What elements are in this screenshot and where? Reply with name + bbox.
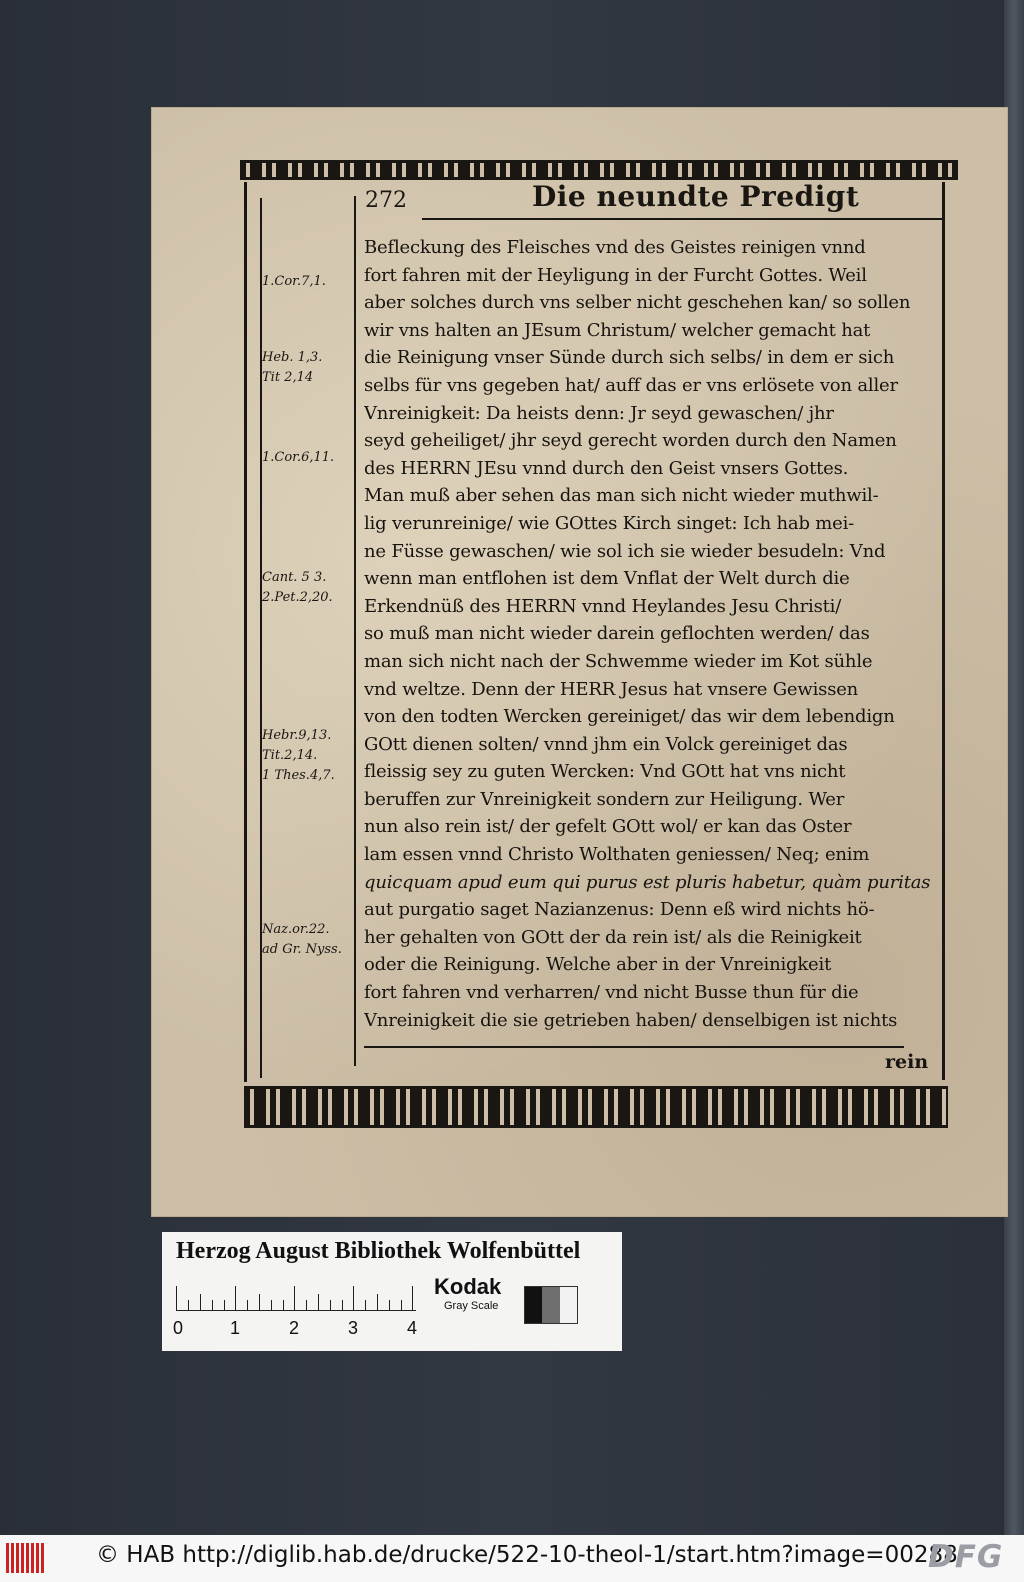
margin-note: Hebr.9,13. Tit.2,14. 1 Thes.4,7. bbox=[262, 728, 335, 783]
text-line: Erkendnüß des HERRN vnnd Heylandes Jesu Christi/ bbox=[364, 595, 842, 617]
text-line: ne Füsse gewaschen/ wie sol ich sie wieder besudeln: Vnd bbox=[364, 540, 886, 562]
text-line: lam essen vnnd Christo Wolthaten geniessen/ Neq; enim bbox=[364, 844, 870, 866]
running-head: Die neundte Predigt bbox=[532, 180, 860, 213]
swatch-black bbox=[525, 1287, 542, 1323]
ruler-number: 0 bbox=[173, 1318, 184, 1338]
text-line: quicquam apud eum qui purus est pluris habetur, quàm puritas bbox=[364, 871, 931, 893]
text-line: die Reinigung vnser Sünde durch sich selbs/ in dem er sich bbox=[364, 347, 895, 369]
gray-scale-label: Gray Scale bbox=[444, 1300, 499, 1312]
bottom-text-rule bbox=[364, 1046, 904, 1048]
swatch-gray bbox=[542, 1287, 559, 1323]
ruler-number: 3 bbox=[348, 1318, 359, 1338]
text-line: aber solches durch vns selber nicht geschehen kan/ so sollen bbox=[364, 292, 911, 314]
measuring-ruler bbox=[176, 1276, 416, 1320]
footer-credit: © HAB http://diglib.hab.de/drucke/522-10-theol-1/start.htm?image=00288 bbox=[96, 1542, 958, 1568]
text-line: Befleckung des Fleisches vnd des Geistes reinigen vnnd bbox=[364, 237, 866, 258]
text-line: fleissig sey zu guten Wercken: Vnd GOtt hat vns nicht bbox=[364, 761, 846, 783]
text-line: lig verunreinige/ wie GOttes Kirch singet: Ich hab mei- bbox=[364, 512, 855, 534]
body-text bbox=[364, 234, 938, 1034]
footer-bar bbox=[0, 1535, 1024, 1582]
outer-left-rule bbox=[244, 182, 247, 1082]
catchword: rein bbox=[885, 1051, 929, 1073]
margin-note: Cant. 5 3. 2.Pet.2,20. bbox=[262, 570, 333, 605]
text-line: Vnreinigkeit: Da heists denn: Jr seyd gewaschen/ jhr bbox=[364, 402, 834, 424]
text-line: Man muß aber sehen das man sich nicht wieder muthwil- bbox=[364, 485, 879, 507]
barcode-icon bbox=[6, 1543, 46, 1573]
text-line: so muß man nicht wieder darein geflochten werden/ das bbox=[364, 623, 870, 645]
margin-note: 1.Cor.6,11. bbox=[262, 450, 335, 465]
library-name: Herzog August Bibliothek Wolfenbüttel bbox=[176, 1238, 581, 1264]
text-line: aut purgatio saget Nazianzenus: Denn eß wird nichts hö- bbox=[364, 899, 875, 921]
text-line: beruffen zur Vnreinigkeit sondern zur Heiligung. Wer bbox=[364, 788, 845, 810]
text-line: selbs für vns gegeben hat/ auff das er vns erlösete von aller bbox=[364, 374, 898, 396]
scanner-edge bbox=[1004, 0, 1024, 1535]
text-line: fort fahren mit der Heyligung in der Furcht Gottes. Weil bbox=[364, 264, 867, 286]
head-rule bbox=[422, 218, 942, 220]
text-line: fort fahren vnd verharren/ vnd nicht Busse thun für die bbox=[364, 982, 859, 1004]
text-line: man sich nicht nach der Schwemme wieder im Kot sühle bbox=[364, 650, 873, 672]
ruler-number: 2 bbox=[289, 1318, 300, 1338]
ruler-number: 1 bbox=[230, 1318, 241, 1338]
margin-column-rule bbox=[354, 196, 356, 1066]
outer-right-rule bbox=[942, 182, 945, 1080]
text-line: seyd geheiliget/ jhr seyd gerecht worden durch den Namen bbox=[364, 430, 897, 452]
ornamental-border-top bbox=[240, 160, 958, 180]
text-line: von den todten Wercken gereiniget/ das wir dem lebendign bbox=[364, 706, 895, 728]
text-line: GOtt dienen solten/ vnnd jhm ein Volck gereiniget das bbox=[364, 733, 848, 755]
margin-note: Naz.or.22. ad Gr. Nyss. bbox=[262, 922, 342, 957]
text-line: wenn man entflohen ist dem Vnflat der Welt durch die bbox=[364, 568, 850, 590]
text-line: vnd weltze. Denn der HERR Jesus hat vnsere Gewissen bbox=[364, 678, 859, 700]
text-line: nun also rein ist/ der gefelt GOtt wol/ er kan das Oster bbox=[364, 816, 852, 838]
margin-note: Heb. 1,3. Tit 2,14 bbox=[262, 350, 323, 385]
margin-note: 1.Cor.7,1. bbox=[262, 274, 326, 289]
kodak-logo: Kodak bbox=[434, 1274, 502, 1299]
text-line: wir vns halten an JEsum Christum/ welcher gemacht hat bbox=[364, 319, 871, 341]
ornamental-border-bottom bbox=[244, 1086, 948, 1128]
swatch-white bbox=[560, 1287, 577, 1323]
text-line: her gehalten von GOtt der da rein ist/ als die Reinigkeit bbox=[364, 926, 862, 948]
text-line: oder die Reinigung. Welche aber in der Vnreinigkeit bbox=[364, 954, 832, 976]
gray-scale-swatches bbox=[524, 1286, 578, 1324]
text-line: Vnreinigkeit die sie getrieben haben/ denselbigen ist nichts bbox=[364, 1009, 898, 1031]
book-page bbox=[152, 108, 1007, 1216]
page-number: 272 bbox=[365, 188, 407, 213]
text-line: des HERRN JEsu vnnd durch den Geist vnsers Gottes. bbox=[364, 457, 849, 479]
ruler-number: 4 bbox=[407, 1318, 418, 1338]
dfg-logo: DFG bbox=[928, 1539, 1004, 1575]
color-calibration-card bbox=[162, 1232, 622, 1351]
